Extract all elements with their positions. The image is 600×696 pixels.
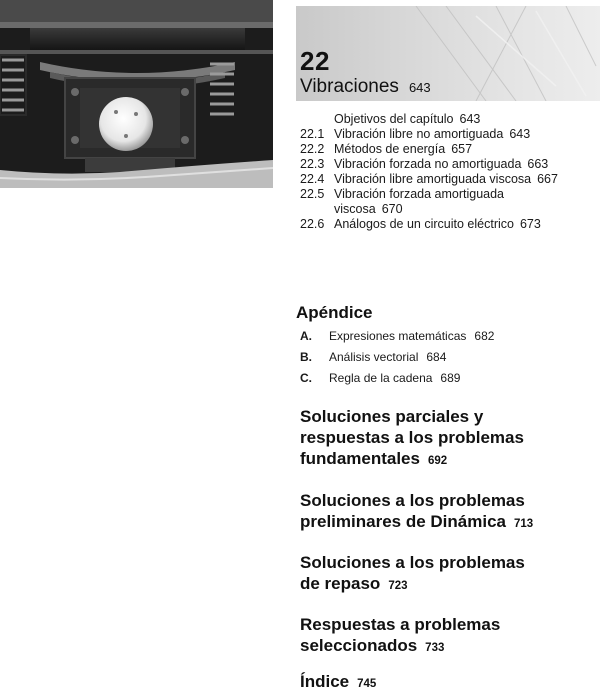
toc-entry[interactable] <box>300 112 600 127</box>
toc-entry[interactable] <box>300 187 600 217</box>
appendix-entry-title: Regla de la cadena <box>329 370 433 385</box>
toc-title: Vibración forzada amortiguada <box>334 187 505 201</box>
toc-title: Vibración libre no amortiguada <box>334 127 504 141</box>
section-line: preliminares de Dinámica <box>300 512 506 531</box>
section-selected-answers[interactable] <box>300 614 596 659</box>
appendix-entry-title: Expresiones matemáticas <box>329 328 467 343</box>
appendix-entry[interactable] <box>296 346 596 367</box>
toc-number: 22.4 <box>300 172 325 186</box>
train-suspension-image <box>0 0 273 188</box>
toc-number: 22.2 <box>300 142 325 156</box>
chapter-title-text: Vibraciones <box>300 76 399 97</box>
toc-number: 22.3 <box>300 157 325 171</box>
section-page: 692 <box>427 455 448 467</box>
chapter-title <box>300 76 431 98</box>
section-review-solutions[interactable] <box>300 552 596 597</box>
section-partial-solutions[interactable] <box>300 406 596 472</box>
toc-page: 667 <box>537 172 558 186</box>
toc-number: 22.6 <box>300 217 325 231</box>
section-line: Soluciones a los problemas <box>300 553 525 572</box>
appendix-letter: A. <box>300 328 312 343</box>
toc-number: 22.5 <box>300 187 325 201</box>
chapter-photo <box>0 0 273 188</box>
section-line: Índice <box>300 672 350 691</box>
toc-page: 670 <box>381 202 403 216</box>
chapter-number: 22 <box>300 46 330 76</box>
appendix-entry-page: 689 <box>440 370 461 385</box>
section-line: respuestas a los problemas <box>300 428 524 447</box>
toc-title-continued: viscosa <box>334 202 376 216</box>
toc-entry[interactable] <box>300 157 600 172</box>
toc-title: Vibración libre amortiguada viscosa <box>334 172 532 186</box>
appendix-letter: C. <box>300 370 312 385</box>
appendix-entry[interactable] <box>296 325 596 346</box>
toc-title: Objetivos del capítulo <box>334 112 454 126</box>
section-page: 713 <box>513 518 534 530</box>
appendix-entry[interactable] <box>296 367 596 388</box>
section-line: seleccionados <box>300 636 418 655</box>
section-page: 745 <box>357 678 377 690</box>
appendix-letter: B. <box>300 349 312 364</box>
toc-page: 643 <box>459 112 481 126</box>
toc-page: 673 <box>519 217 541 231</box>
section-line: de repaso <box>300 574 381 593</box>
chapter-page-number: 643 <box>408 80 431 95</box>
section-page: 733 <box>425 642 445 654</box>
section-line: Soluciones a los problemas <box>300 491 525 510</box>
toc-page: 657 <box>451 142 473 156</box>
appendix-block <box>296 303 596 388</box>
toc-entry[interactable] <box>300 127 600 142</box>
chapter-header <box>296 6 600 101</box>
toc-page: 643 <box>509 127 531 141</box>
toc-title: Vibración forzada no amortiguada <box>334 157 522 171</box>
appendix-entry-page: 684 <box>426 349 447 364</box>
section-index[interactable] <box>300 671 596 695</box>
section-line: fundamentales <box>300 449 420 468</box>
toc-title: Análogos de un circuito eléctrico <box>334 217 514 231</box>
chapter-contents <box>300 112 600 232</box>
toc-entry[interactable] <box>300 172 600 187</box>
toc-entry[interactable] <box>300 217 600 232</box>
appendix-title: Apéndice <box>296 303 373 322</box>
section-line: Soluciones parciales y <box>300 407 484 426</box>
section-preliminary-solutions[interactable] <box>300 490 596 535</box>
section-page: 723 <box>388 580 408 592</box>
toc-number: 22.1 <box>300 127 325 141</box>
toc-page: 663 <box>527 157 549 171</box>
section-line: Respuestas a problemas <box>300 615 501 634</box>
appendix-entry-title: Análisis vectorial <box>329 349 419 364</box>
toc-title: Métodos de energía <box>334 142 446 156</box>
toc-number <box>300 112 334 127</box>
appendix-entry-page: 682 <box>474 328 495 343</box>
toc-entry[interactable] <box>300 142 600 157</box>
